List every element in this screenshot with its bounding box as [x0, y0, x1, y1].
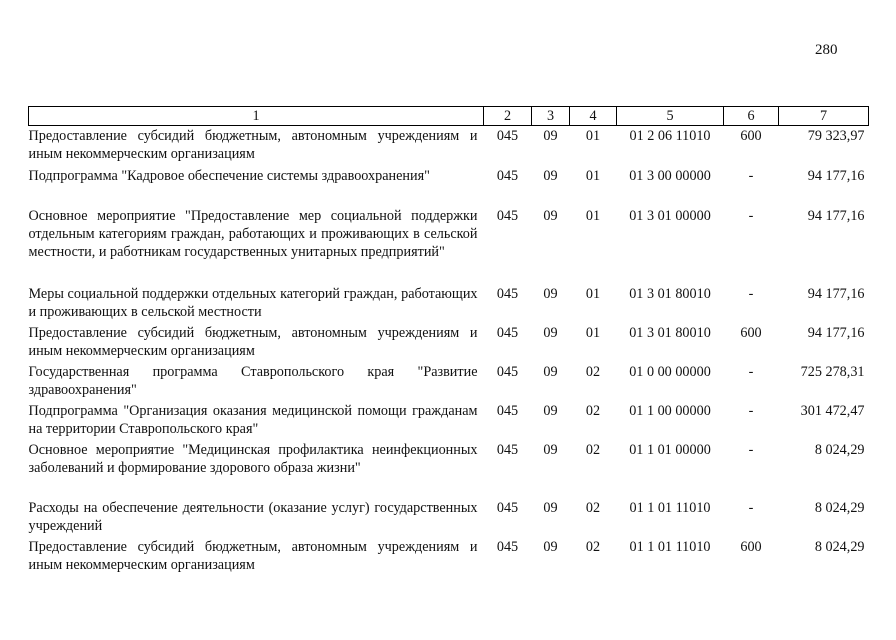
- table-row: [29, 362, 869, 401]
- header-col-4: 4: [570, 107, 617, 126]
- header-col-5: 5: [617, 107, 724, 126]
- row-code-expense-type: -: [748, 403, 754, 419]
- row-description: Расходы на обеспечение деятельности (оказание услуг) государственных учреждений: [28, 500, 478, 534]
- table-row: [29, 537, 869, 576]
- row-code-target: 01 1 01 11010: [629, 539, 711, 555]
- row-description: Предоставление субсидий бюджетным, автономным учреждениям и иным некоммерческим организациям: [28, 539, 478, 573]
- row-code-section: 09: [543, 442, 558, 458]
- row-code-expense-type: -: [748, 364, 754, 380]
- header-col-1: 1: [29, 107, 484, 126]
- row-code-ministry: 045: [496, 208, 519, 224]
- row-code-subsection: 01: [585, 286, 601, 302]
- row-code-target: 01 0 00 00000: [629, 364, 711, 380]
- row-code-section: 09: [543, 325, 558, 341]
- row-code-section: 09: [543, 128, 558, 144]
- row-code-target: 01 3 01 80010: [629, 325, 711, 341]
- row-code-expense-type: 600: [740, 128, 762, 144]
- row-code-target: 01 2 06 11010: [629, 128, 711, 144]
- table-row: [29, 206, 869, 284]
- row-code-section: 09: [543, 286, 558, 302]
- row-amount: 725 278,31: [800, 364, 865, 380]
- row-amount: 79 323,97: [807, 128, 865, 144]
- row-code-expense-type: 600: [740, 539, 762, 555]
- table-row: [29, 166, 869, 206]
- row-code-subsection: 01: [585, 128, 601, 144]
- row-description: Подпрограмма "Организация оказания медицинской помощи гражданам на территории Ставропольского края": [28, 403, 478, 437]
- row-code-ministry: 045: [496, 364, 519, 380]
- row-amount: 94 177,16: [807, 325, 865, 341]
- row-code-expense-type: -: [748, 442, 754, 458]
- row-code-expense-type: -: [748, 286, 754, 302]
- row-code-subsection: 01: [585, 208, 601, 224]
- row-description: Предоставление субсидий бюджетным, автономным учреждениям и иным некоммерческим организациям: [28, 128, 478, 162]
- row-code-target: 01 1 01 00000: [629, 442, 711, 458]
- table-row: [29, 440, 869, 498]
- row-description: Основное мероприятие "Предоставление мер социальной поддержки отдельным категориям граждан, работающих и проживающих в сельской местности, и работникам государственных унитарных предприятий": [28, 208, 478, 260]
- row-code-subsection: 02: [585, 500, 601, 516]
- row-amount: 94 177,16: [807, 168, 865, 184]
- header-col-3: 3: [532, 107, 570, 126]
- row-description: Государственная программа Ставропольского края "Развитие здравоохранения": [28, 364, 478, 398]
- row-code-target: 01 3 00 00000: [629, 168, 711, 184]
- row-amount: 301 472,47: [800, 403, 865, 419]
- header-col-6: 6: [724, 107, 779, 126]
- header-col-2: 2: [484, 107, 532, 126]
- row-code-target: 01 1 01 11010: [629, 500, 711, 516]
- table-row: [29, 401, 869, 440]
- row-code-subsection: 02: [585, 364, 601, 380]
- row-code-expense-type: -: [748, 168, 754, 184]
- row-code-target: 01 3 01 00000: [629, 208, 711, 224]
- row-code-section: 09: [543, 539, 558, 555]
- table-row: [29, 126, 869, 167]
- header-col-7: 7: [779, 107, 869, 126]
- header-row: [29, 107, 869, 126]
- table-row: [29, 498, 869, 537]
- row-description: Меры социальной поддержки отдельных категорий граждан, работающих и проживающих в сельской местности: [28, 286, 478, 320]
- row-description: Основное мероприятие "Медицинская профилактика неинфекционных заболеваний и формирование здорового образа жизни": [28, 442, 478, 476]
- row-code-subsection: 01: [585, 325, 601, 341]
- row-code-subsection: 02: [585, 539, 601, 555]
- page-number: 280: [815, 42, 838, 58]
- row-description: Предоставление субсидий бюджетным, автономным учреждениям и иным некоммерческим организациям: [28, 325, 478, 359]
- row-code-ministry: 045: [496, 500, 519, 516]
- row-code-ministry: 045: [496, 168, 519, 184]
- row-code-ministry: 045: [496, 403, 519, 419]
- row-code-target: 01 3 01 80010: [629, 286, 711, 302]
- row-code-expense-type: -: [748, 208, 754, 224]
- table-row: [29, 284, 869, 323]
- row-code-ministry: 045: [496, 539, 519, 555]
- budget-table: [28, 106, 869, 576]
- table-row: [29, 323, 869, 362]
- row-code-ministry: 045: [496, 442, 519, 458]
- row-code-ministry: 045: [496, 286, 519, 302]
- row-code-target: 01 1 00 00000: [629, 403, 711, 419]
- row-code-ministry: 045: [496, 128, 519, 144]
- row-amount: 8 024,29: [814, 500, 865, 516]
- row-amount: 94 177,16: [807, 286, 865, 302]
- row-amount: 94 177,16: [807, 208, 865, 224]
- row-code-expense-type: -: [748, 500, 754, 516]
- row-code-expense-type: 600: [740, 325, 762, 341]
- row-code-section: 09: [543, 208, 558, 224]
- row-amount: 8 024,29: [814, 539, 865, 555]
- row-code-section: 09: [543, 168, 558, 184]
- row-code-subsection: 02: [585, 442, 601, 458]
- row-description: Подпрограмма "Кадровое обеспечение системы здравоохранения": [28, 168, 430, 184]
- row-code-subsection: 01: [585, 168, 601, 184]
- row-code-section: 09: [543, 403, 558, 419]
- row-amount: 8 024,29: [814, 442, 865, 458]
- row-code-subsection: 02: [585, 403, 601, 419]
- row-code-ministry: 045: [496, 325, 519, 341]
- row-code-section: 09: [543, 500, 558, 516]
- row-code-section: 09: [543, 364, 558, 380]
